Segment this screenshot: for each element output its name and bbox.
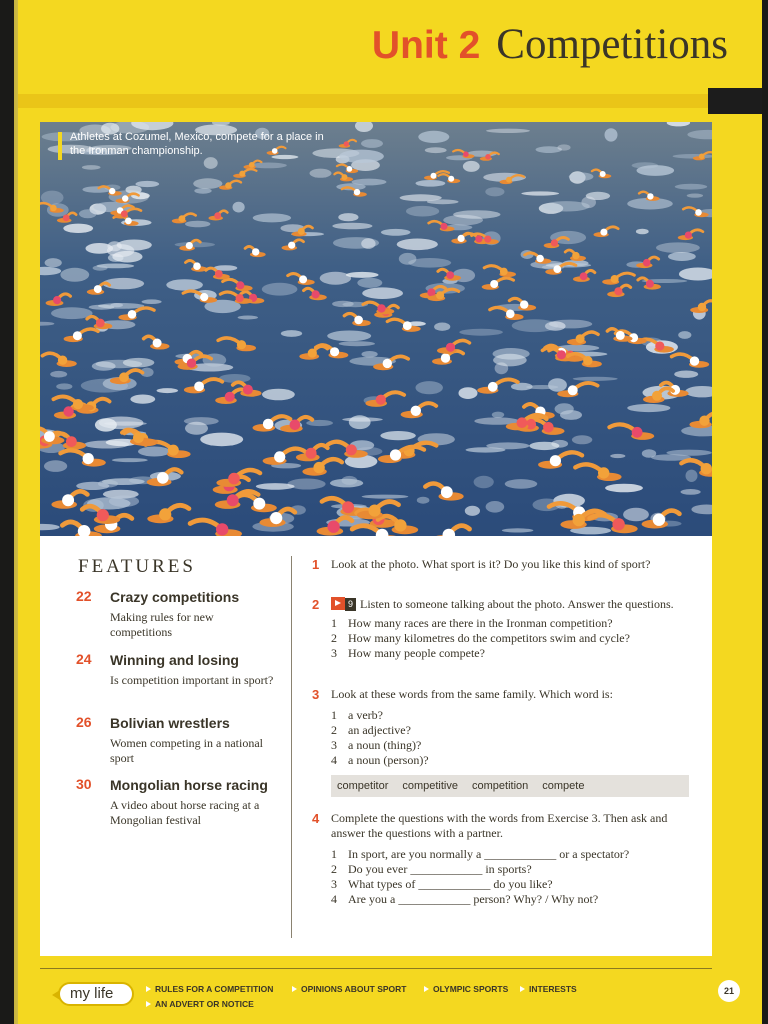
word-chip: competitor (337, 780, 389, 792)
footer-topic: RULES FOR A COMPETITION (146, 984, 273, 994)
feature-description: A video about horse racing at a Mongolian festival (110, 798, 260, 827)
item-number: 2 (331, 723, 337, 737)
list-item (331, 723, 702, 738)
item-text: How many people compete? (348, 646, 485, 660)
swimmers-photo (40, 122, 712, 536)
item-text: a noun (thing)? (348, 738, 422, 752)
question-list (331, 616, 702, 661)
item-text: an adjective? (348, 723, 411, 737)
exercise-number: 2 (312, 597, 320, 612)
feature-title: Crazy competitions (110, 589, 240, 605)
footer-topic: OPINIONS ABOUT SPORT (292, 984, 406, 994)
question-list (331, 847, 702, 907)
item-number: 3 (331, 738, 337, 752)
header-stripe (18, 94, 762, 108)
list-item (331, 753, 702, 768)
column-divider (291, 556, 292, 938)
item-number: 4 (331, 892, 337, 906)
exercise-1 (312, 557, 702, 572)
exercise-3 (312, 687, 702, 768)
exercise-number: 1 (312, 557, 320, 572)
question-list (331, 708, 702, 768)
item-number: 2 (331, 862, 337, 876)
item-number: 3 (331, 877, 337, 891)
unit-name: Competitions (496, 21, 728, 68)
list-item (331, 877, 702, 892)
item-text: a verb? (348, 708, 383, 722)
item-text: What types of ____________ do you like? (348, 877, 553, 891)
list-item (331, 738, 702, 753)
feature-description: Making rules for new competitions (110, 610, 214, 639)
word-chip: competitive (402, 780, 458, 792)
feature-item[interactable] (76, 776, 276, 828)
item-text: How many kilometres do the competitors swim and cycle? (348, 631, 630, 645)
list-item (331, 646, 702, 661)
item-text: Are you a ____________ person? Why? / Why not? (348, 892, 599, 906)
footer-topic: AN ADVERT OR NOTICE (146, 999, 254, 1009)
list-item (331, 847, 702, 862)
feature-item[interactable] (76, 651, 276, 688)
feature-page-number: 30 (76, 776, 92, 792)
word-chip: compete (542, 780, 585, 792)
features-heading: FEATURES (78, 556, 196, 577)
exercise-instruction-text: Listen to someone talking about the photo. Answer the questions. (360, 597, 674, 611)
list-item (331, 616, 702, 631)
word-chip: competition (472, 780, 529, 792)
unit-number: Unit 2 (371, 24, 481, 67)
footer-topic: OLYMPIC SPORTS (424, 984, 508, 994)
photo-caption: Athletes at Cozumel, Mexico, compete for a place in the Ironman championship. (70, 131, 324, 157)
item-number: 1 (331, 847, 337, 861)
item-text: a noun (person)? (348, 753, 429, 767)
my-life-badge: my life (58, 982, 134, 1006)
feature-item[interactable] (76, 714, 276, 766)
list-item (331, 892, 702, 907)
footer-divider (40, 968, 712, 969)
item-number: 3 (331, 646, 337, 660)
feature-description: Is competition important in sport? (110, 673, 274, 687)
feature-page-number: 22 (76, 588, 92, 604)
content-panel (40, 536, 712, 956)
feature-title: Winning and losing (110, 652, 239, 668)
item-text: In sport, are you normally a ____________ or a spectator? (348, 847, 630, 861)
list-item (331, 708, 702, 723)
exercise-2 (312, 597, 702, 661)
footer-topic: INTERESTS (520, 984, 577, 994)
item-number: 2 (331, 631, 337, 645)
item-text: How many races are there in the Ironman competition? (348, 616, 613, 630)
audio-track-number: 9 (345, 598, 356, 611)
photo-image (40, 122, 712, 536)
list-item (331, 631, 702, 646)
feature-page-number: 24 (76, 651, 92, 667)
caption-marker (58, 132, 62, 160)
exercise-instruction: Look at the photo. What sport is it? Do you like this kind of sport? (331, 557, 651, 571)
word-family-box (331, 775, 689, 797)
feature-page-number: 26 (76, 714, 92, 730)
feature-title: Mongolian horse racing (110, 777, 268, 793)
exercise-number: 3 (312, 687, 320, 702)
exercise-number: 4 (312, 811, 320, 826)
exercise-instruction: Complete the questions with the words from Exercise 3. Then ask and answer the questions with a partner. (331, 811, 668, 840)
header-stripe-dark-block (708, 88, 762, 114)
audio-play-icon[interactable] (331, 597, 345, 610)
item-text: Do you ever ____________ in sports? (348, 862, 532, 876)
exercise-4 (312, 811, 702, 907)
feature-item[interactable] (76, 588, 276, 640)
page-number: 21 (718, 980, 740, 1002)
feature-description: Women competing in a national sport (110, 736, 263, 765)
feature-title: Bolivian wrestlers (110, 715, 230, 731)
item-number: 1 (331, 708, 337, 722)
unit-title (18, 20, 728, 69)
list-item (331, 862, 702, 877)
item-number: 1 (331, 616, 337, 630)
exercise-instruction: Look at these words from the same family. Which word is: (331, 687, 613, 701)
item-number: 4 (331, 753, 337, 767)
exercise-instruction (331, 597, 702, 612)
